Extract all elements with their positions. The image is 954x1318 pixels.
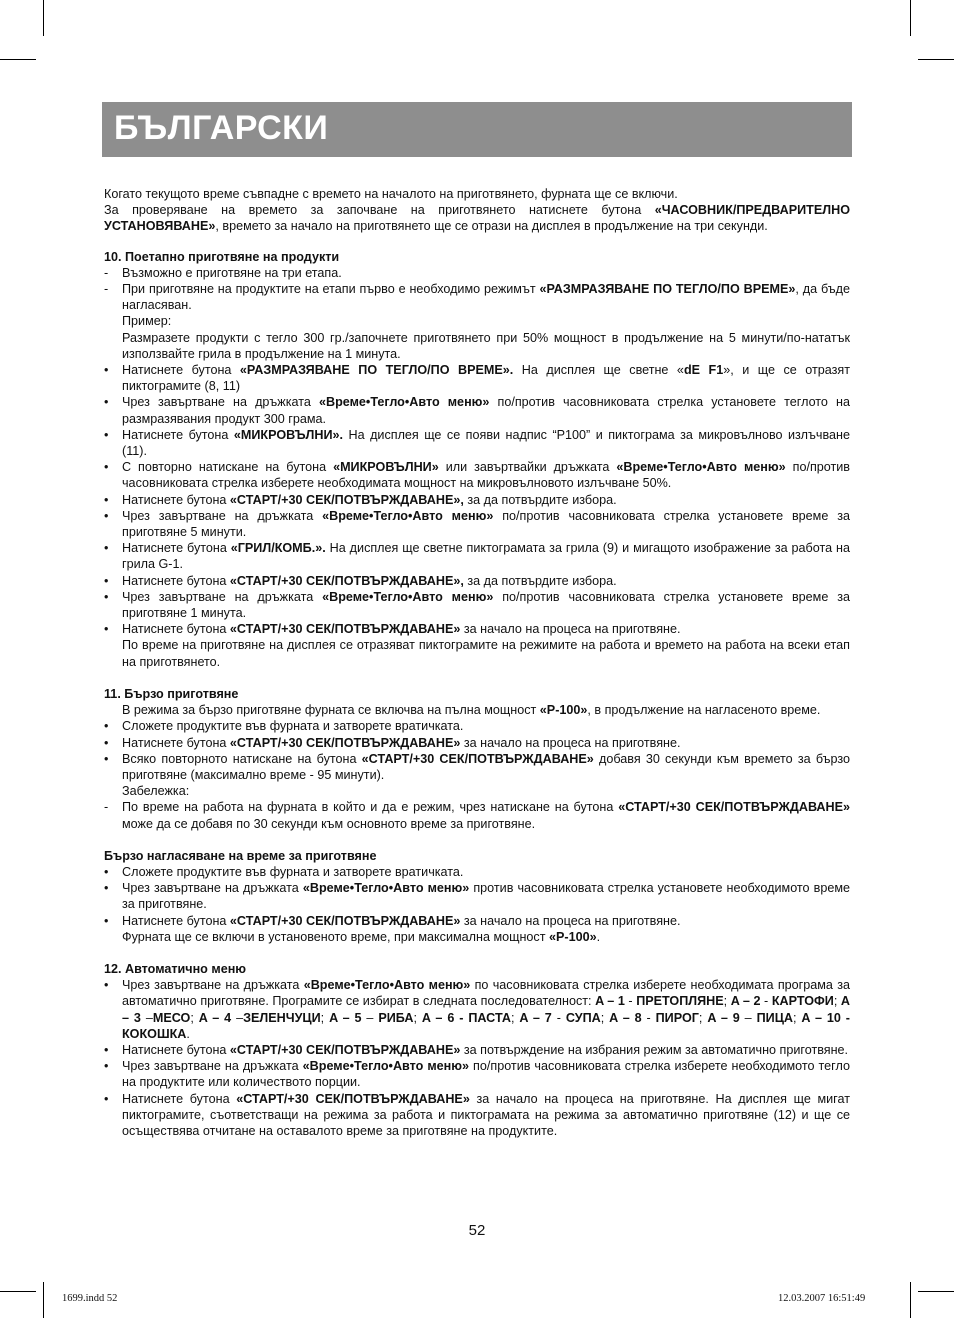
text-run: Натиснете бутона [122, 1091, 237, 1106]
language-banner [102, 102, 852, 157]
list-marker: • [104, 573, 109, 588]
indented-paragraph [104, 330, 850, 362]
bullet-item [104, 540, 850, 572]
text-run: за потвърждение на избрания режим за автоматично приготвяне. [460, 1042, 849, 1057]
list-marker: • [104, 508, 109, 523]
bold-text: «РАЗМРАЗЯВАНЕ ПО ТЕГЛО/ПО ВРЕМЕ». [239, 363, 514, 378]
section-heading [104, 961, 850, 977]
text-run: ; [510, 1010, 520, 1025]
bullet-item [104, 589, 850, 621]
text-run: Натиснете бутона [122, 622, 230, 637]
page-number: 52 [468, 1222, 486, 1239]
text-run: Възможно е приготвяне на три етапа. [122, 265, 342, 280]
list-marker: - [104, 800, 109, 815]
text-run: или завъртвайки дръжката [438, 460, 617, 475]
bold-text: «СТАРТ/+30 СЕК/ПОТВЪРЖДАВАНЕ», [229, 573, 464, 588]
text-run: Сложете продуктите във фурната и затворете вратичката. [122, 864, 464, 879]
list-marker: • [104, 978, 109, 993]
bold-text: «Време•Тегло•Авто меню» [302, 1059, 470, 1074]
list-marker: • [104, 751, 109, 766]
bullet-item [104, 913, 850, 929]
text-run: ; [320, 1010, 330, 1025]
bullet-item [104, 977, 850, 1042]
indented-paragraph [104, 783, 850, 799]
text-run: . [596, 929, 601, 944]
bold-text: «ГРИЛ/КОМБ.». [230, 541, 326, 556]
list-marker: • [104, 363, 109, 378]
text-run: По време на приготвяне на дисплея се отразяват пиктограмите на режимите на работа и времето на работа на всеки етап на приготвянето. [122, 638, 850, 669]
text-run: за начало на процеса на приготвяне. [460, 622, 681, 637]
bullet-item [104, 427, 850, 459]
text-run: Чрез завъртване на дръжката [122, 589, 323, 604]
bold-text: «ЧАСОВНИК/ПРЕДВАРИТЕЛНО УСТАНОВЯВАНЕ» [104, 203, 850, 234]
text-run: по/против часовниковата стрелка установете теглото на размразявания продукт 300 грама. [122, 395, 850, 426]
text-run: Натиснете бутона [122, 363, 240, 378]
text-run: ; [723, 994, 731, 1009]
text-run: Размразете продукти с тегло 300 гр./започнете приготвянето при 50% мощност в продължение на 5 минути/по-нататък използвайте грила в продължение на 1 минута. [122, 330, 850, 361]
bold-text: Бързо нагласяване на време за приготвяне [104, 848, 377, 863]
text-run: ; [190, 1010, 199, 1025]
bold-text: A – 1 [595, 994, 625, 1009]
text-run: ; [698, 1010, 708, 1025]
bold-text: СУПА [565, 1010, 601, 1025]
dash-item [104, 281, 850, 313]
text-run: – [361, 1010, 379, 1025]
indented-paragraph [104, 929, 850, 945]
list-marker: • [104, 427, 109, 442]
bullet-item [104, 573, 850, 589]
text-run: Чрез завъртване на дръжката [122, 881, 303, 896]
text-run: Чрез завъртване на дръжката [122, 978, 304, 993]
dash-item [104, 799, 850, 831]
text-run: Натиснете бутона [122, 427, 234, 442]
text-run: Когато текущото време съвпадне с времето на началото на приготвянето, фурната ще се включи. [104, 187, 678, 201]
list-marker: • [104, 881, 109, 896]
bold-text: «Време•Тегло•Авто меню» [322, 508, 494, 523]
bold-text: ЗЕЛЕНЧУЦИ [243, 1010, 321, 1025]
page-title: БЪЛГАРСКИ [114, 109, 329, 147]
bold-text: 12. Автоматично меню [104, 961, 247, 976]
text-run: Всяко повторното натискане на бутона [122, 751, 362, 766]
bold-text: «СТАРТ/+30 СЕК/ПОТВЪРЖДАВАНЕ» [229, 1042, 461, 1057]
bold-text: «СТАРТ/+30 СЕК/ПОТВЪРЖДАВАНЕ» [236, 1091, 470, 1106]
bold-text: «Време•Тегло•Авто меню» [303, 978, 471, 993]
text-run: Сложете продуктите във фурната и затворете вратичката. [122, 719, 464, 734]
bold-text: КАРТОФИ [771, 994, 834, 1009]
bold-text: «Време•Тегло•Авто меню» [322, 589, 494, 604]
text-run: за да потвърдите избора. [463, 573, 617, 588]
bold-text: МЕСО [152, 1010, 191, 1025]
text-run: На дисплея ще светне « [513, 363, 684, 378]
bold-text: «СТАРТ/+30 СЕК/ПОТВЪРЖДАВАНЕ» [229, 735, 461, 750]
crop-mark [0, 1291, 36, 1292]
bullet-item [104, 621, 850, 637]
text-run: - [641, 1010, 656, 1025]
bold-text: ПРЕТОПЛЯНЕ [636, 994, 724, 1009]
bold-text: «СТАРТ/+30 СЕК/ПОТВЪРЖДАВАНЕ» [229, 622, 461, 637]
bullet-item [104, 1091, 850, 1140]
text-run: против часовниковата стрелка установете необходимото време за приготвяне. [122, 881, 850, 912]
list-marker: • [104, 1042, 109, 1057]
bold-text: A – 3 [122, 994, 850, 1025]
list-marker: - [104, 265, 109, 280]
list-marker: • [104, 1091, 109, 1106]
list-marker: • [104, 735, 109, 750]
bold-text: A – 4 [198, 1010, 232, 1025]
bullet-item [104, 751, 850, 783]
bold-text: A – 2 [730, 994, 761, 1009]
section-heading [104, 249, 850, 265]
text-run: – [739, 1010, 757, 1025]
text-run: Чрез завъртване на дръжката [122, 508, 323, 523]
bold-text: «МИКРОВЪЛНИ». [233, 427, 344, 442]
list-marker: • [104, 589, 109, 604]
text-run: Натиснете бутона [122, 735, 230, 750]
footer-timestamp: 12.03.2007 16:51:49 [778, 1293, 866, 1304]
text-run: », и ще се отразят пиктограмите (8, 11) [122, 363, 851, 394]
paragraph [104, 186, 850, 202]
list-marker: • [104, 395, 109, 410]
text-run: може да се добавя по 30 секунди към основното време за приготвяне. [122, 816, 536, 831]
crop-mark [918, 59, 954, 60]
text-run: При приготвяне на продуктите на етапи първо е необходимо режимът [122, 282, 540, 297]
list-marker: • [104, 622, 109, 637]
list-marker: • [104, 541, 109, 556]
dash-item [104, 265, 850, 281]
bullet-item [104, 735, 850, 751]
text-run: Забележка: [122, 784, 190, 799]
bold-text: A – 8 [609, 1010, 642, 1025]
bullet-item [104, 508, 850, 540]
text-run: Натиснете бутона [122, 541, 231, 556]
text-run: за начало на процеса на приготвяне. [460, 913, 681, 928]
text-run: На дисплея ще светне пиктограмата за грила (9) и мигащото изображение за работа на грила G-1. [122, 541, 850, 572]
list-marker: • [104, 460, 109, 475]
text-run: по/против часовниковата стрелка изберете необходимото тегло на продуктите или количеството порции. [122, 1059, 850, 1090]
text-run: ; [600, 1010, 610, 1025]
bullet-item [104, 394, 850, 426]
crop-mark [43, 1282, 44, 1318]
text-run: ; [833, 994, 841, 1009]
text-run: по/против часовниковата стрелка изберете необходимата мощност на микровълновото излъчване 50%. [122, 460, 850, 491]
text-run: - [551, 1010, 566, 1025]
bold-text: A – 6 - ПАСТА [421, 1010, 511, 1025]
text-run: – [231, 1010, 244, 1025]
crop-mark [918, 1291, 954, 1292]
text-run: Натиснете бутона [122, 913, 230, 928]
bold-text: A – 9 [707, 1010, 740, 1025]
text-run: - [624, 994, 637, 1009]
bullet-item [104, 1042, 850, 1058]
text-run: ; [413, 1010, 422, 1025]
text-run: – [140, 1010, 153, 1025]
text-run: Чрез завъртване на дръжката [122, 1059, 303, 1074]
text-run: На дисплея ще се появи надпис “P100” и пиктограма за микровълново излъчване (11). [122, 427, 850, 459]
list-marker: • [104, 719, 109, 734]
text-run: . [186, 1026, 190, 1041]
bullet-item [104, 492, 850, 508]
list-marker: • [104, 492, 109, 507]
indented-paragraph [104, 313, 850, 329]
text-run: - [760, 994, 772, 1009]
bold-text: «СТАРТ/+30 СЕК/ПОТВЪРЖДАВАНЕ» [361, 751, 594, 766]
bullet-item [104, 362, 850, 394]
bold-text: «P-100» [539, 703, 588, 718]
bullet-item [104, 1058, 850, 1090]
bold-text: «СТАРТ/+30 СЕК/ПОТВЪРЖДАВАНЕ», [229, 492, 464, 507]
crop-mark [910, 0, 911, 36]
bold-text: «МИКРОВЪЛНИ» [333, 460, 439, 475]
text-run: Фурната ще се включи в установеното време, при максимална мощност [122, 929, 549, 944]
section-heading [104, 686, 850, 702]
text-run: , времето за начало на приготвянето ще се отрази на дисплея в продължение на три секунди. [215, 219, 768, 234]
footer-file-info: 1699.indd 52 [62, 1293, 118, 1304]
text-run: по/против часовниковата стрелка установете време за приготвяне 1 минута. [122, 589, 850, 621]
text-run: Пример: [122, 314, 172, 329]
list-marker: • [104, 913, 109, 928]
text-run: Натиснете бутона [122, 492, 230, 507]
text-run: добавя 30 секунди към времето за бързо приготвяне (максимално време - 95 минути). [122, 751, 850, 782]
text-run: Натиснете бутона [122, 573, 230, 588]
list-marker: - [104, 282, 109, 297]
bold-text: A – 5 [329, 1010, 362, 1025]
indented-paragraph [104, 702, 850, 718]
section-heading [104, 848, 850, 864]
text-run: ; [793, 1010, 802, 1025]
indented-paragraph [104, 637, 850, 669]
bullet-item [104, 459, 850, 491]
bold-text: «Време•Тегло•Авто меню» [616, 460, 786, 475]
text-run: , да бъде нагласяван. [122, 282, 851, 313]
bold-text: РИБА [378, 1010, 414, 1025]
bullet-item [104, 718, 850, 734]
crop-mark [910, 1282, 911, 1318]
bold-text: «Време•Тегло•Авто меню» [302, 881, 470, 896]
paragraph [104, 202, 850, 234]
list-marker: • [104, 1059, 109, 1074]
text-run: За проверяване на времето за започване на приготвянето натиснете бутона [104, 203, 655, 218]
text-run: , в продължение на нагласеното време. [587, 703, 821, 718]
list-marker: • [104, 864, 109, 879]
document-body [104, 186, 850, 1139]
text-run: по/против часовниковата стрелка установете време за приготвяне 5 минути. [122, 508, 850, 540]
crop-mark [43, 0, 44, 36]
bullet-item [104, 864, 850, 880]
bold-text: A – 10 - КОКОШКА [122, 1010, 850, 1041]
text-run: по часовниковата стрелка изберете необходимата програма за автоматично приготвяне. Програмите се избират в следната последователност: [122, 978, 850, 1009]
text-run: Натиснете бутона [122, 1042, 230, 1057]
bold-text: «РАЗМРАЗЯВАНЕ ПО ТЕГЛО/ПО ВРЕМЕ» [539, 282, 796, 297]
bold-text: «P-100» [549, 929, 597, 944]
bold-text: 11. Бързо приготвяне [104, 686, 239, 701]
crop-mark [0, 59, 36, 60]
bold-text: «Време•Тегло•Авто меню» [318, 395, 490, 410]
text-run: В режима за бързо приготвяне фурната се включва на пълна мощност [122, 703, 540, 718]
bold-text: ПИЦА [756, 1010, 793, 1025]
bold-text: «СТАРТ/+30 СЕК/ПОТВЪРЖДАВАНЕ» [229, 913, 461, 928]
text-run: за да потвърдите избора. [463, 492, 617, 507]
text-run: Чрез завъртване на дръжката [122, 395, 319, 410]
bold-text: 10. Поетапно приготвяне на продукти [104, 249, 340, 264]
text-run: за начало на процеса на приготвяне. На дисплея ще мигат пиктограмите, съответстващи на режима за работа и пиктограмата на режима за автоматично приготвяне (12) и ще се осъществява отчитане на оставалото време за приготвяне на продуктите. [122, 1091, 850, 1138]
bold-text: A – 7 [519, 1010, 552, 1025]
bullet-item [104, 880, 850, 912]
bold-text: dE F1 [683, 363, 724, 378]
bold-text: «СТАРТ/+30 СЕК/ПОТВЪРЖДАВАНЕ» [618, 800, 851, 815]
text-run: С повторно натискане на бутона [122, 460, 334, 475]
bold-text: ПИРОГ [655, 1010, 699, 1025]
text-run: По време на работа на фурната в който и да е режим, чрез натискане на бутона [122, 800, 619, 815]
text-run: за начало на процеса на приготвяне. [460, 735, 681, 750]
